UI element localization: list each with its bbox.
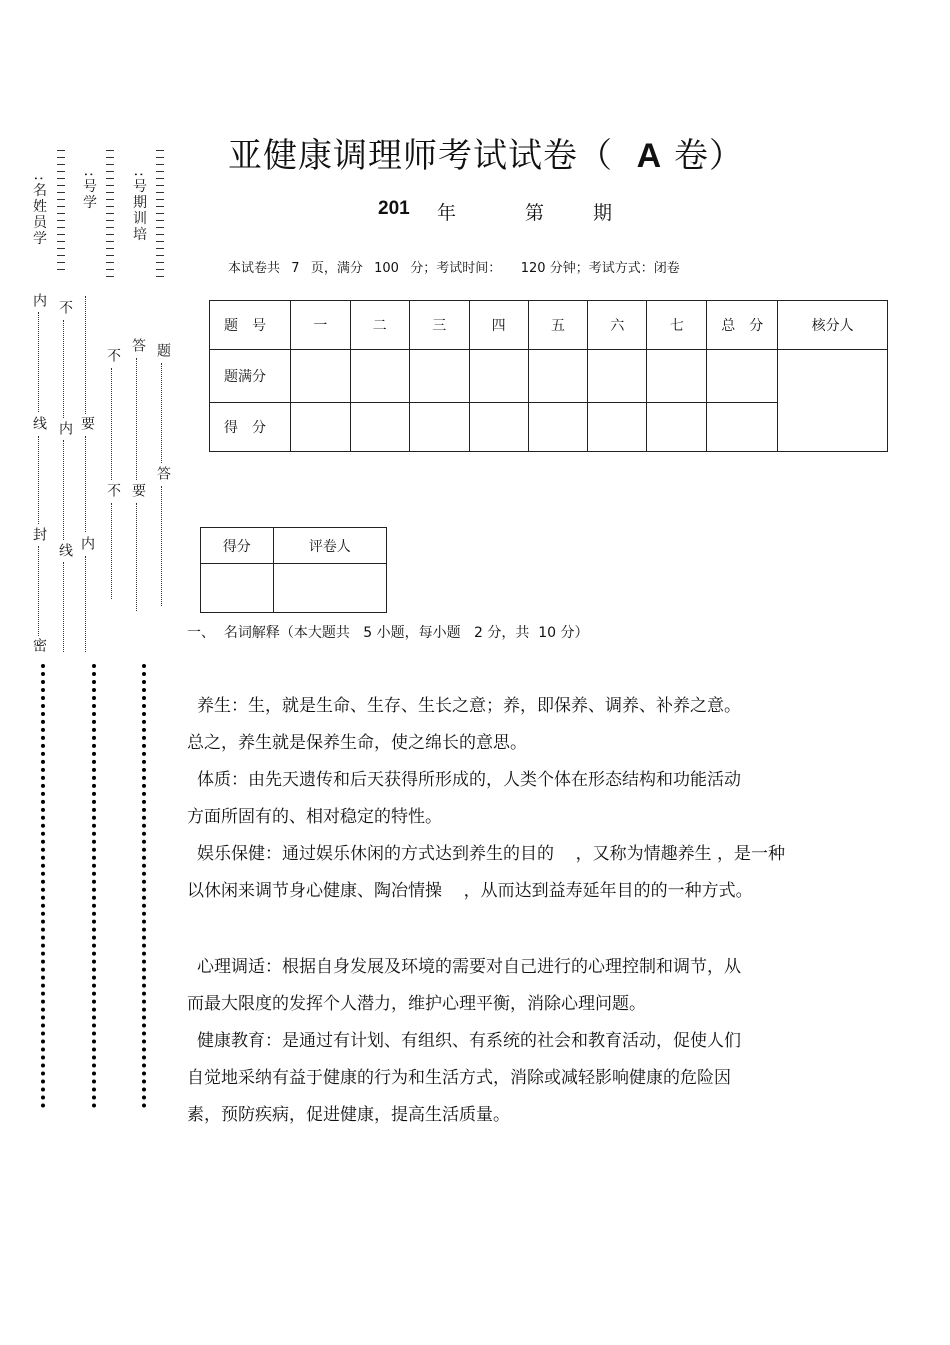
seal-word: 线	[57, 543, 73, 559]
answer-line: 素，预防疾病，促进健康，提高生活质量。	[187, 1105, 510, 1125]
seal-line	[136, 503, 137, 611]
header-cell: 三	[409, 301, 469, 350]
answer-line: 自觉地采纳有益于健康的行为和生活方式，消除或减轻影响健康的危险因	[187, 1068, 731, 1088]
header-cell: 题 号	[210, 301, 291, 350]
seal-line	[111, 368, 112, 480]
answer-line: 健康教育：是通过有计划、有组织、有系统的社会和教育活动，促使人们	[197, 1031, 741, 1051]
answer-line: 而最大限度的发挥个人潜力，维护心理平衡，消除心理问题。	[187, 994, 646, 1014]
seal-word: 不	[105, 348, 121, 364]
student-name-label: :名姓员学	[31, 176, 47, 247]
seal-word: 要	[130, 483, 146, 499]
seal-line	[161, 363, 162, 463]
section-heading: 一、 名词解释（本大题共 5 小题，每小题 2 分，共 10 分）	[187, 625, 589, 641]
student-id-label: :号学	[81, 172, 97, 211]
header-cell: 六	[588, 301, 647, 350]
term-year: 201	[378, 198, 410, 219]
seal-line	[85, 436, 86, 532]
cell[interactable]	[350, 350, 409, 403]
cell[interactable]	[647, 350, 707, 403]
seal-line	[136, 358, 137, 480]
seal-line	[63, 562, 64, 652]
grader-table	[200, 527, 387, 613]
seal-word: 封	[31, 527, 47, 543]
seal-line	[85, 556, 86, 652]
cell[interactable]	[290, 403, 350, 452]
cell[interactable]	[707, 350, 778, 403]
seal-line	[38, 546, 39, 636]
term-ordinal: 第	[525, 202, 545, 224]
answer-block-1	[187, 688, 827, 910]
binding-line	[41, 664, 45, 1108]
seal-word: 密	[31, 638, 47, 654]
header-cell: 四	[469, 301, 528, 350]
seal-word: 内	[79, 536, 95, 552]
header-cell: 核分人	[778, 301, 888, 350]
cell[interactable]	[647, 403, 707, 452]
exam-info: 本试卷共 7 页，满分 100 分；考试时间： 120 分钟；考试方式：闭卷	[228, 261, 680, 276]
score-cell[interactable]	[201, 564, 274, 613]
seal-line	[63, 320, 64, 418]
answer-block-2	[187, 949, 827, 1134]
seal-line	[161, 486, 162, 606]
seal-word: 题	[155, 343, 171, 359]
term-year-suffix: 年	[437, 202, 457, 224]
seal-line	[38, 436, 39, 524]
seal-line	[63, 440, 64, 540]
cell[interactable]	[290, 350, 350, 403]
tick-column-2	[106, 150, 114, 283]
cell[interactable]	[528, 403, 588, 452]
cell[interactable]	[469, 350, 528, 403]
tick-column-3	[156, 150, 164, 283]
seal-word: 内	[57, 421, 73, 437]
cell[interactable]	[409, 350, 469, 403]
cell[interactable]	[350, 403, 409, 452]
cell[interactable]	[588, 403, 647, 452]
answer-line: 心理调适：根据自身发展及环境的需要对自己进行的心理控制和调节，从	[197, 957, 741, 977]
seal-word: 线	[31, 416, 47, 432]
header-cell: 一	[290, 301, 350, 350]
answer-line: 养生：生，就是生命、生存、生长之意；养，即保养、调养、补养之意。	[197, 696, 741, 716]
answer-line: 方面所固有的、相对稳定的特性。	[187, 807, 442, 827]
score-label: 得分	[201, 528, 274, 564]
header-cell: 总 分	[707, 301, 778, 350]
answer-line: 娱乐保健：通过娱乐休闲的方式达到养生的目的 ，又称为情趣养生 ，是一种	[197, 844, 786, 864]
training-period-label: :号期训培	[131, 172, 147, 243]
seal-line	[111, 503, 112, 599]
score-table	[209, 300, 888, 452]
seal-word: 答	[130, 338, 146, 354]
binding-line	[142, 664, 146, 1108]
grader-label: 评卷人	[273, 528, 386, 564]
seal-line	[85, 296, 86, 414]
seal-word: 要	[79, 416, 95, 432]
seal-word: 内	[31, 293, 47, 309]
tick-column-1	[57, 150, 65, 276]
seal-word: 不	[57, 300, 73, 316]
exam-title: 亚健康调理师考试试卷（ A 卷）	[228, 136, 744, 176]
seal-line	[38, 312, 39, 412]
header-cell: 五	[528, 301, 588, 350]
row-label-score: 得 分	[210, 403, 291, 452]
verifier-cell[interactable]	[778, 350, 888, 452]
answer-line: 体质：由先天遗传和后天获得所形成的，人类个体在形态结构和功能活动	[197, 770, 741, 790]
row-label-full-score: 题满分	[210, 350, 291, 403]
cell[interactable]	[409, 403, 469, 452]
cell[interactable]	[528, 350, 588, 403]
seal-word: 不	[105, 483, 121, 499]
answer-line: 总之，养生就是保养生命，使之绵长的意思。	[187, 733, 527, 753]
binding-line	[92, 664, 96, 1108]
cell[interactable]	[469, 403, 528, 452]
seal-word: 答	[155, 466, 171, 482]
cell[interactable]	[707, 403, 778, 452]
term-period: 期	[593, 202, 613, 224]
header-cell: 七	[647, 301, 707, 350]
header-cell: 二	[350, 301, 409, 350]
answer-line: 以休闲来调节身心健康、陶冶情操 ，从而达到益寿延年目的的一种方式。	[187, 881, 753, 901]
grader-cell[interactable]	[273, 564, 386, 613]
cell[interactable]	[588, 350, 647, 403]
